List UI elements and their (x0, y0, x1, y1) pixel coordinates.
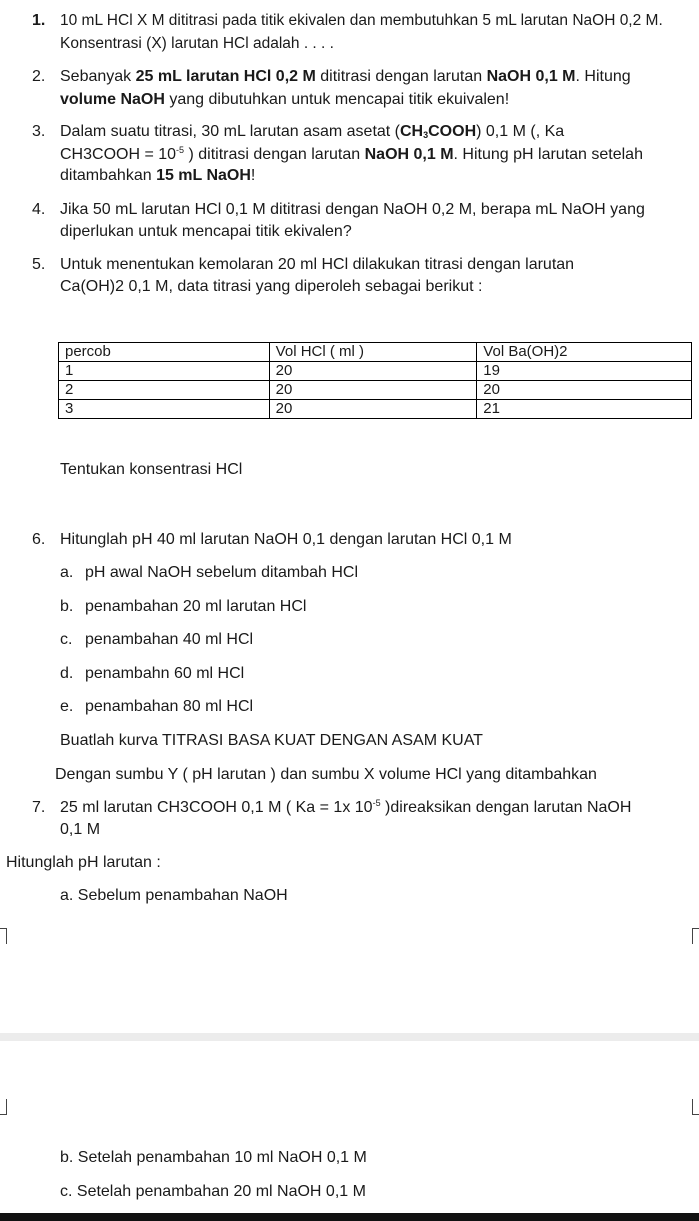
question-number: 5. (32, 256, 46, 273)
question-number: 4. (32, 201, 46, 218)
question-text (60, 798, 631, 818)
text-span: ! (250, 167, 256, 184)
titration-data-table (58, 342, 692, 419)
question-text: Hitunglah pH 40 ml larutan NaOH 0,1 dengan larutan HCl 0,1 M (60, 531, 512, 548)
question-text: Jika 50 mL larutan HCl 0,1 M dititrasi dengan NaOH 0,2 M, berapa mL NaOH yang (60, 201, 645, 218)
sub-question-text: penambahan 20 ml larutan HCl (85, 598, 307, 615)
sub-question-label: d. (60, 665, 74, 682)
question-text: Ca(OH)2 0,1 M, data titrasi yang diperoleh sebagai berikut : (60, 278, 483, 295)
instruction-text: Buatlah kurva TITRASI BASA KUAT DENGAN ASAM KUAT (60, 732, 483, 749)
text-span: Sebanyak (60, 68, 136, 85)
table-header-row (59, 343, 692, 362)
question-number: 3. (32, 123, 46, 140)
formula-acetic-acid: $CH_3COOH$ (400, 123, 477, 140)
table-cell: 21 (477, 400, 692, 419)
question-text: Untuk menentukan kemolaran 20 ml HCl dilakukan titrasi dengan larutan (60, 256, 575, 273)
question-text: 10 mL HCl X M dititrasi pada titik ekivalen dan membutuhkan 5 mL larutan NaOH 0,2 M. (60, 12, 663, 29)
question-text: diperlukan untuk mencapai titik ekivalen? (60, 223, 352, 240)
bottom-edge-bar (0, 1213, 699, 1221)
table-cell: 2 (59, 381, 270, 400)
question-text (60, 166, 255, 186)
text-span: CH3COOH = 10 (60, 146, 177, 163)
table-cell: 1 (59, 362, 270, 381)
question-text: Tentukan konsentrasi HCl (60, 461, 243, 478)
text-span: ) 0,1 M (, Ka (476, 123, 565, 140)
table-header-cell: percob (59, 343, 270, 362)
instruction-text: Dengan sumbu Y ( pH larutan ) dan sumbu X volume HCl yang ditambahkan (55, 766, 597, 783)
text-span: ditambahkan (60, 167, 157, 184)
crop-mark (692, 1099, 699, 1115)
exponent: -5 (372, 798, 381, 808)
table-cell: 20 (477, 381, 692, 400)
bold-span: NaOH 0,1 M (364, 146, 454, 163)
table-cell: 20 (269, 362, 477, 381)
sub-question-text: c. Setelah penambahan 20 ml NaOH 0,1 M (60, 1183, 366, 1200)
question-text (60, 67, 631, 87)
crop-mark (0, 1099, 7, 1115)
text-span: ) dititrasi dengan larutan (184, 146, 365, 163)
crop-mark (692, 928, 699, 944)
sub-question-text: penambahn 60 ml HCl (85, 665, 245, 682)
question-number: 6. (32, 531, 46, 548)
sub-question-label: b. (60, 598, 74, 615)
sub-question-text: b. Setelah penambahan 10 ml NaOH 0,1 M (60, 1149, 367, 1166)
page-separator (0, 1033, 699, 1041)
sub-question-label: c. (60, 631, 73, 648)
sub-question-text: penambahan 40 ml HCl (85, 631, 254, 648)
question-text (60, 90, 509, 110)
table-cell: 3 (59, 400, 270, 419)
bold-span: 25 mL larutan HCl 0,2 M (135, 68, 316, 85)
crop-mark (0, 928, 7, 944)
table-cell: 20 (269, 400, 477, 419)
text-span: . Hitung pH larutan setelah (453, 146, 643, 163)
question-text (60, 145, 643, 165)
question-text: Konsentrasi (X) larutan HCl adalah . . . . (60, 35, 334, 52)
text-span: dititrasi dengan larutan (315, 68, 487, 85)
table-row (59, 362, 692, 381)
question-number: 2. (32, 68, 46, 85)
table-header-cell: Vol Ba(OH)2 (477, 343, 692, 362)
sub-question-text: a. Sebelum penambahan NaOH (60, 887, 288, 904)
exponent: -5 (176, 145, 185, 155)
table-row (59, 400, 692, 419)
text-span: )direaksikan dengan larutan NaOH (380, 799, 632, 816)
table-cell: 19 (477, 362, 692, 381)
question-number: 1. (32, 12, 46, 29)
table-cell: 20 (269, 381, 477, 400)
bold-span: 15 mL NaOH (156, 167, 251, 184)
text-span: yang dibutuhkan untuk mencapai titik ekuivalen! (164, 91, 510, 108)
table-header-cell: Vol HCl ( ml ) (269, 343, 477, 362)
text-span: . Hitung (575, 68, 631, 85)
question-text: 0,1 M (60, 821, 101, 838)
sub-question-text: pH awal NaOH sebelum ditambah HCl (85, 564, 358, 581)
sub-question-label: e. (60, 698, 74, 715)
text-span: Dalam suatu titrasi, 30 mL larutan asam asetat ( (60, 123, 400, 140)
bold-span: volume NaOH (60, 91, 165, 108)
sub-question-label: a. (60, 564, 74, 581)
text-span: 25 ml larutan CH3COOH 0,1 M ( Ka = 1x 10 (60, 799, 373, 816)
question-number: 7. (32, 799, 46, 816)
question-text (60, 122, 564, 142)
table-row (59, 381, 692, 400)
prompt-text: Hitunglah pH larutan : (6, 854, 161, 871)
bold-span: NaOH 0,1 M (486, 68, 576, 85)
sub-question-text: penambahan 80 ml HCl (85, 698, 254, 715)
